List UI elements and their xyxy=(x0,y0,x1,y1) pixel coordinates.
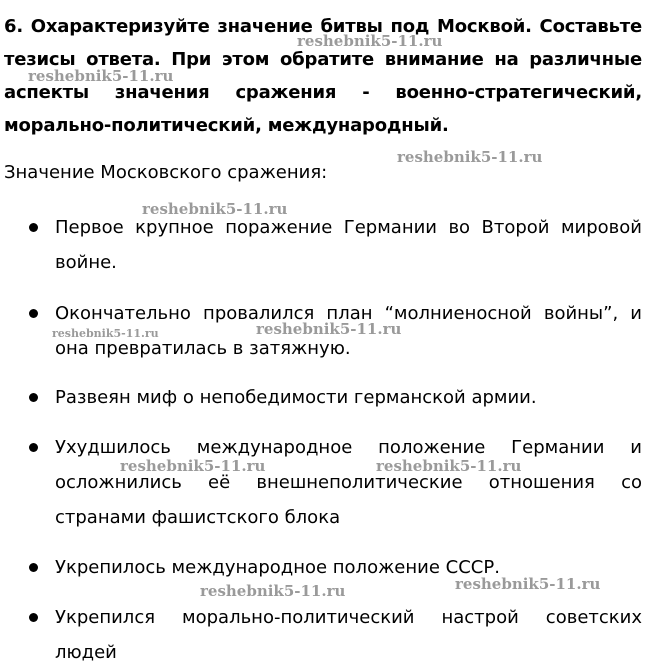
list-item-text: Окончательно провалился план “молниеносной войны”, и она превратилась в затяжную. xyxy=(55,303,642,359)
list-item-text: Укрепился морально-политический настрой советских людей xyxy=(55,607,642,663)
watermark: reshebnik5-11.ru xyxy=(200,582,346,600)
watermark: reshebnik5-11.ru xyxy=(376,457,522,475)
list-item xyxy=(55,600,642,670)
bullet-icon xyxy=(29,563,38,572)
list-item-text: Первое крупное поражение Германии во Второй мировой войне. xyxy=(55,217,642,273)
list-item-text: Укрепилось международное положение СССР. xyxy=(55,557,500,578)
watermark: reshebnik5-11.ru xyxy=(397,148,543,166)
bullet-icon xyxy=(29,613,38,622)
watermark: reshebnik5-11.ru xyxy=(297,32,443,50)
bullet-icon xyxy=(29,309,38,318)
question-text: 6. Охарактеризуйте значение битвы под Москвой. Составьте тезисы ответа. При этом обратите внимание на различные аспекты значения сражения - военно-стратегический, морально-политический, международный. xyxy=(4,16,642,136)
bullet-icon xyxy=(29,393,38,402)
watermark: reshebnik5-11.ru xyxy=(28,67,174,85)
bullet-icon xyxy=(29,443,38,452)
list-item-text: Ухудшилось международное положение Германии и осложнились её внешнеполитические отношения со странами фашистского блока xyxy=(55,437,642,528)
bullet-icon xyxy=(29,223,38,232)
list-item xyxy=(55,430,642,535)
watermark: reshebnik5-11.ru xyxy=(52,327,159,340)
list-item-text: Развеян миф о непобедимости германской армии. xyxy=(55,387,537,408)
list-item xyxy=(55,380,642,415)
intro-heading: Значение Московского сражения: xyxy=(4,162,328,183)
list-item xyxy=(55,210,642,280)
watermark: reshebnik5-11.ru xyxy=(120,457,266,475)
watermark: reshebnik5-11.ru xyxy=(142,200,288,218)
watermark: reshebnik5-11.ru xyxy=(455,575,601,593)
watermark: reshebnik5-11.ru xyxy=(256,320,402,338)
